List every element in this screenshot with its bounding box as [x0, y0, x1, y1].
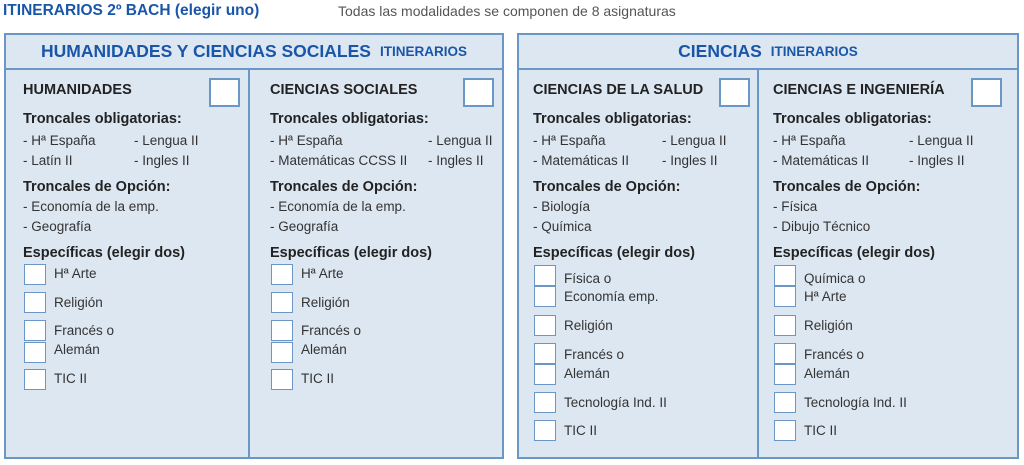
panel-ciencias [517, 33, 1019, 459]
especifica-checkbox[interactable] [271, 292, 293, 313]
especificas-heading: Específicas (elegir dos) [773, 245, 935, 261]
especifica-label: Alemán [564, 366, 610, 381]
opcion-item: - Física [773, 199, 818, 214]
troncal-item: - Lengua II [662, 133, 727, 148]
especifica-label: TIC II [54, 371, 87, 386]
opcion-heading: Troncales de Opción: [773, 179, 921, 195]
column-humanidades [6, 70, 250, 457]
column-ciencias-ingenieria [759, 70, 1017, 457]
especifica-checkbox[interactable] [534, 315, 556, 336]
select-itinerary-checkbox[interactable] [971, 78, 1002, 107]
opcion-item: - Geografía [270, 219, 339, 234]
especifica-checkbox[interactable] [534, 364, 556, 385]
especifica-label: TIC II [301, 371, 334, 386]
opcion-item: - Química [533, 219, 592, 234]
especifica-label: Alemán [301, 342, 347, 357]
troncal-item: - Lengua II [134, 133, 199, 148]
especifica-checkbox[interactable] [774, 392, 796, 413]
troncal-item: - Latín II [23, 153, 73, 168]
especifica-label: Religión [54, 295, 103, 310]
especifica-checkbox[interactable] [271, 369, 293, 390]
opcion-item: - Economía de la emp. [270, 199, 406, 214]
especificas-heading: Específicas (elegir dos) [270, 245, 432, 261]
especifica-checkbox[interactable] [24, 320, 46, 341]
especifica-label: Francés o [301, 323, 362, 338]
panel-title-text: HUMANIDADES Y CIENCIAS SOCIALES [41, 41, 371, 61]
page-title: ITINERARIOS 2º BACH (elegir uno) [3, 2, 260, 19]
especifica-label: Física o [564, 271, 612, 286]
troncal-item: - Ingles II [662, 153, 718, 168]
panel-humanidades-ciencias-sociales [4, 33, 504, 459]
especificas-heading: Específicas (elegir dos) [533, 245, 695, 261]
page-subtitle: Todas las modalidades se componen de 8 asignaturas [338, 3, 676, 19]
select-itinerary-checkbox[interactable] [719, 78, 750, 107]
especifica-label: Hª Arte [54, 266, 97, 281]
column-title: CIENCIAS DE LA SALUD [533, 82, 704, 98]
especifica-label: Tecnología Ind. II [804, 395, 907, 410]
especifica-checkbox[interactable] [24, 342, 46, 363]
especifica-checkbox[interactable] [271, 320, 293, 341]
troncal-item: - Matemáticas CCSS II [270, 153, 408, 168]
troncal-item: - Hª España [773, 133, 846, 148]
especifica-checkbox[interactable] [774, 286, 796, 307]
especifica-checkbox[interactable] [774, 265, 796, 286]
select-itinerary-checkbox[interactable] [463, 78, 494, 107]
especifica-checkbox[interactable] [534, 265, 556, 286]
especifica-checkbox[interactable] [774, 343, 796, 364]
troncal-item: - Ingles II [134, 153, 190, 168]
troncales-heading: Troncales obligatorias: [23, 111, 182, 127]
troncal-item: - Hª España [270, 133, 343, 148]
troncal-item: - Lengua II [428, 133, 493, 148]
panel-title-text: CIENCIAS [678, 41, 762, 61]
especifica-checkbox[interactable] [534, 343, 556, 364]
page-header [0, 0, 1024, 24]
troncal-item: - Ingles II [428, 153, 484, 168]
especifica-checkbox[interactable] [774, 315, 796, 336]
select-itinerary-checkbox[interactable] [209, 78, 240, 107]
opcion-heading: Troncales de Opción: [533, 179, 681, 195]
especifica-label: Alemán [804, 366, 850, 381]
column-ciencias-salud [519, 70, 759, 457]
especifica-label: Economía emp. [564, 289, 659, 304]
troncal-item: - Hª España [533, 133, 606, 148]
especifica-checkbox[interactable] [24, 369, 46, 390]
especificas-heading: Específicas (elegir dos) [23, 245, 185, 261]
especifica-label: Religión [804, 318, 853, 333]
opcion-item: - Biología [533, 199, 591, 214]
troncal-item: - Lengua II [909, 133, 974, 148]
troncales-heading: Troncales obligatorias: [270, 111, 429, 127]
especifica-label: Francés o [804, 347, 865, 362]
column-title: CIENCIAS E INGENIERÍA [773, 82, 945, 98]
column-title: CIENCIAS SOCIALES [270, 82, 418, 98]
especifica-checkbox[interactable] [534, 286, 556, 307]
column-ciencias-sociales [250, 70, 502, 457]
especifica-checkbox[interactable] [534, 420, 556, 441]
especifica-label: Química o [804, 271, 866, 286]
especifica-label: TIC II [804, 423, 837, 438]
especifica-label: Francés o [564, 347, 625, 362]
especifica-label: TIC II [564, 423, 597, 438]
especifica-label: Tecnología Ind. II [564, 395, 667, 410]
troncal-item: - Ingles II [909, 153, 965, 168]
especifica-checkbox[interactable] [271, 342, 293, 363]
especifica-label: Religión [301, 295, 350, 310]
especifica-label: Alemán [54, 342, 100, 357]
especifica-checkbox[interactable] [24, 264, 46, 285]
especifica-label: Hª Arte [804, 289, 847, 304]
panel-title [519, 35, 1017, 70]
troncales-heading: Troncales obligatorias: [773, 111, 932, 127]
especifica-label: Hª Arte [301, 266, 344, 281]
opcion-item: - Geografía [23, 219, 92, 234]
opcion-item: - Economía de la emp. [23, 199, 159, 214]
especifica-label: Religión [564, 318, 613, 333]
panel-title-tag: ITINERARIOS [770, 44, 858, 59]
especifica-checkbox[interactable] [774, 420, 796, 441]
especifica-checkbox[interactable] [24, 292, 46, 313]
opcion-heading: Troncales de Opción: [270, 179, 418, 195]
panel-title [6, 35, 502, 70]
especifica-label: Francés o [54, 323, 115, 338]
opcion-heading: Troncales de Opción: [23, 179, 171, 195]
troncal-item: - Matemáticas II [533, 153, 630, 168]
especifica-checkbox[interactable] [774, 364, 796, 385]
especifica-checkbox[interactable] [271, 264, 293, 285]
panel-title-tag: ITINERARIOS [379, 44, 467, 59]
opcion-item: - Dibujo Técnico [773, 219, 871, 234]
column-title: HUMANIDADES [23, 82, 132, 98]
especifica-checkbox[interactable] [534, 392, 556, 413]
troncales-heading: Troncales obligatorias: [533, 111, 692, 127]
troncal-item: - Matemáticas II [773, 153, 870, 168]
troncal-item: - Hª España [23, 133, 96, 148]
